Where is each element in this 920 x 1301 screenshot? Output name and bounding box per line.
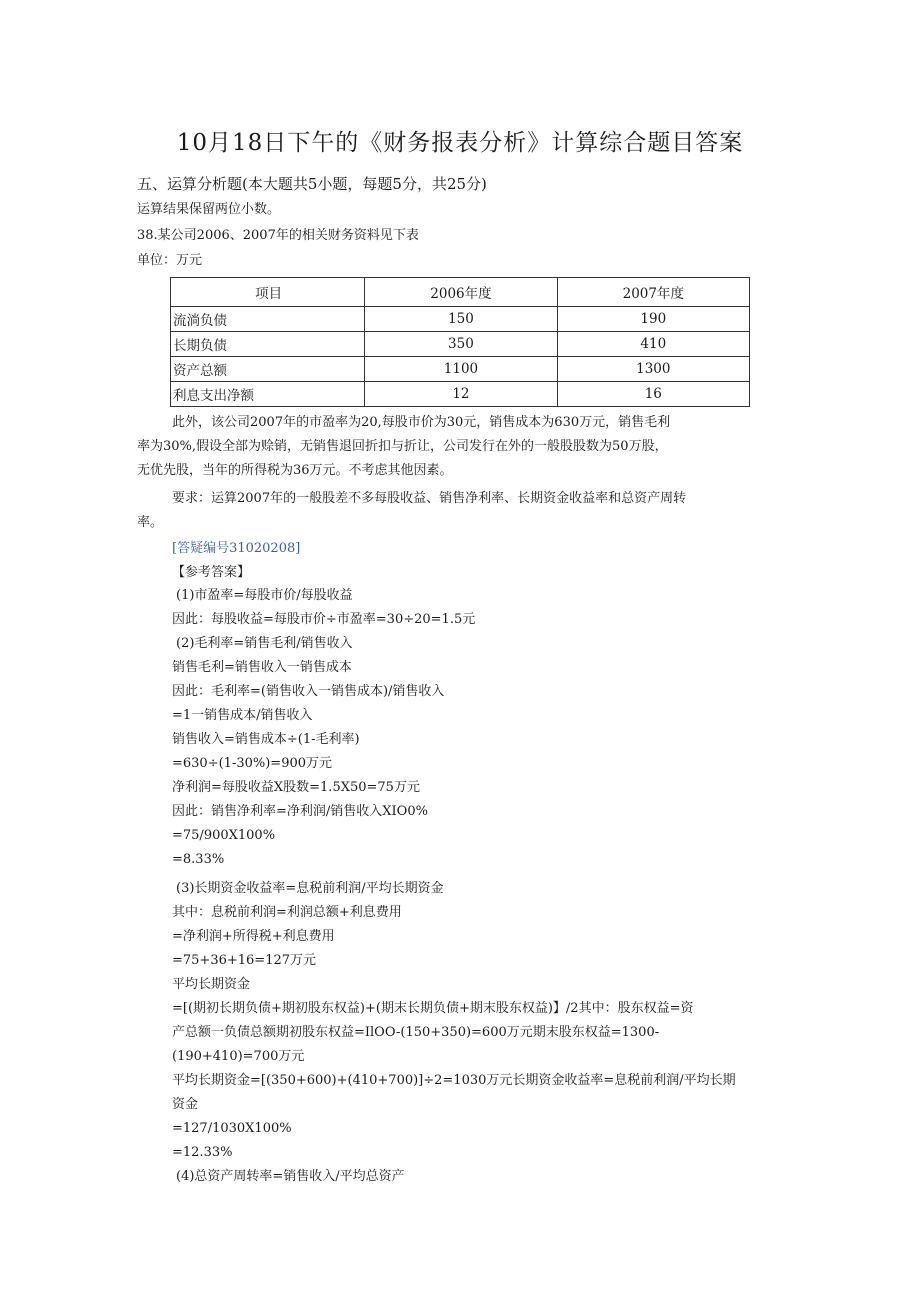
table-cell: 410	[557, 332, 749, 357]
paragraph-line: 此外，该公司2007年的市盈率为20,每股市价为30元，销售成本为630万元，销售毛利	[172, 415, 671, 430]
answer-line: (1)市盈率=每股市价/每股收益	[176, 588, 353, 603]
answer-line: (2)毛利率=销售毛利/销售收入	[176, 636, 353, 651]
answer-line: =净利润+所得税+利息费用	[172, 929, 335, 944]
paragraph-line: 率为30%,假设全部为赊销，无销售退回折扣与折让，公司发行在外的一般股股数为50万股，	[137, 439, 668, 454]
table-row	[171, 382, 750, 407]
table-cell: 190	[557, 307, 749, 332]
answer-heading: 【参考答案】	[172, 565, 251, 580]
answer-line: =8.33%	[172, 852, 225, 867]
answer-line: =1一销售成本/销售收入	[172, 708, 313, 723]
answer-line: 销售收入=销售成本÷(1-毛利率)	[172, 732, 360, 747]
table-row	[171, 357, 750, 382]
table-header-row	[171, 278, 750, 307]
answer-line: (3)长期资金收益率=息税前利润/平均长期资金	[176, 881, 444, 896]
page-title: 10月18日下午的《财务报表分析》计算综合题目答案	[176, 130, 744, 156]
table-cell: 利息支出净额	[171, 382, 365, 407]
answer-line: 因此：每股收益=每股市价÷市盈率=30÷20=1.5元	[172, 612, 476, 627]
answer-line: 因此：销售净利率=净利润/销售收入XIO0%	[172, 804, 428, 819]
answer-line: 因此：毛利率=(销售收入一销售成本)/销售收入	[172, 684, 445, 699]
table-row	[171, 307, 750, 332]
paragraph-line: 无优先股，当年的所得税为36万元。不考虑其他因素。	[137, 463, 453, 478]
table-cell: 1100	[365, 357, 557, 382]
financial-data-table	[170, 277, 750, 407]
answer-line: =127/1030X100%	[172, 1121, 292, 1136]
answer-line: 其中：息税前利润=利润总额+利息费用	[172, 905, 402, 920]
answer-line: (190+410)=700万元	[172, 1049, 305, 1064]
table-cell: 16	[557, 382, 749, 407]
answer-line: 产总额一负债总额期初股东权益=IlOO-(150+350)=600万元期末股东权益=1300-	[172, 1025, 660, 1040]
answer-line: 资金	[172, 1097, 199, 1112]
requirement-line: 要求：运算2007年的一般股差不多每股收益、销售净利率、长期资金收益率和总资产周转	[172, 491, 687, 506]
section-heading: 五、运算分析题(本大题共5小题，每题5分，共25分)	[137, 175, 487, 193]
answer-line: 销售毛利=销售收入一销售成本	[172, 660, 352, 675]
question: 38.某公司2006、2007年的相关财务资料见下表	[137, 228, 419, 243]
answer-line: =[(期初长期负债+期初股东权益)+(期末长期负债+期末股东权益)】/2其中：股东权益=资	[172, 1001, 694, 1016]
table-cell: 资产总额	[171, 357, 365, 382]
table-row	[171, 332, 750, 357]
answer-id-link[interactable]: [答疑编号31020208]	[172, 541, 301, 556]
table-header-cell: 2007年度	[557, 278, 749, 307]
answer-line: =75+36+16=127万元	[172, 953, 317, 968]
table-header-cell: 2006年度	[365, 278, 557, 307]
table-header-cell: 项目	[171, 278, 365, 307]
requirement-line: 率。	[137, 515, 164, 530]
answer-line: (4)总资产周转率=销售收入/平均总资产	[176, 1169, 405, 1184]
table-cell: 长期负债	[171, 332, 365, 357]
table-cell: 12	[365, 382, 557, 407]
answer-line: =630÷(1-30%)=900万元	[172, 756, 333, 771]
unit-label: 单位：万元	[137, 253, 203, 268]
table-cell: 1300	[557, 357, 749, 382]
answer-line: =75/900X100%	[172, 828, 276, 843]
answer-line: 平均长期资金	[172, 977, 251, 992]
note: 运算结果保留两位小数。	[137, 202, 281, 217]
answer-line: 平均长期资金=[(350+600)+(410+700)]÷2=1030万元长期资金收益率=息税前利润/平均长期	[172, 1073, 736, 1088]
table-cell: 150	[365, 307, 557, 332]
answer-line: =12.33%	[172, 1145, 233, 1160]
table-cell: 350	[365, 332, 557, 357]
table-cell: 流淌负债	[171, 307, 365, 332]
answer-line: 净利润=每股收益X股数=1.5X50=75万元	[172, 780, 420, 795]
